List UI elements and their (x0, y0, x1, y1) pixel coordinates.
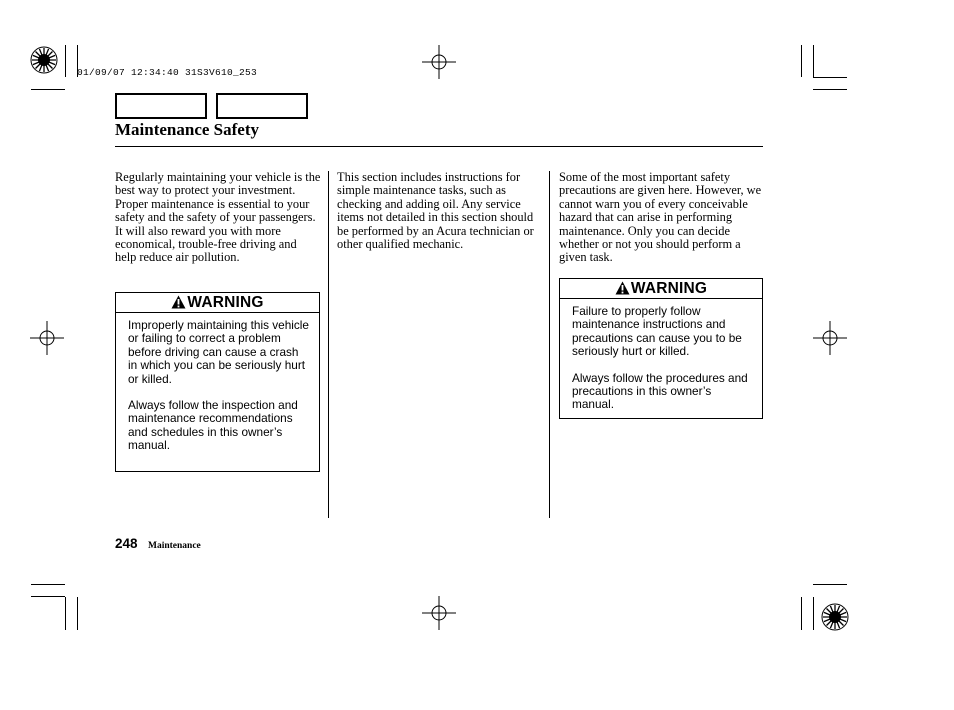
page-number: 248 (115, 536, 138, 551)
warning-triangle-icon (615, 281, 630, 295)
warning-label: WARNING (187, 294, 264, 311)
warning-label: WARNING (630, 280, 708, 297)
warning-paragraph: Always follow the procedures and precautions in this owner’s manual. (572, 370, 748, 412)
crosshair-mark-bottom (422, 596, 456, 630)
header-tab-box-2 (216, 93, 308, 119)
print-timestamp: 01/09/07 12:34:40 31S3V610_253 (77, 67, 258, 78)
column-divider (328, 171, 329, 518)
warning-paragraph: Always follow the inspection and maintenance recommendations and schedules in this owner’s manual. (128, 398, 298, 453)
left-column-text: Regularly maintaining your vehicle is the best way to protect your investment. Proper maintenance is essential to your safety and the safety of your passengers. It will also reward you with more economical, trouble-free driving and help reduce air pollution. (115, 170, 321, 265)
crosshair-mark-right (813, 321, 847, 355)
right-column-text: Some of the most important safety precautions are given here. However, we cannot warn you of every conceivable hazard that can arise in performing maintenance. Only you can decide whether or not you should perform a given task. (559, 170, 762, 265)
warning-box-left (115, 292, 320, 472)
crosshair-mark-top (422, 45, 456, 79)
title-rule (115, 146, 763, 147)
registration-target-bottom-right (820, 602, 850, 632)
page-title: Maintenance Safety (115, 120, 260, 139)
middle-column-text: This section includes instructions for simple maintenance tasks, such as checking and adding oil. Any service items not detailed in this section should be performed by an Acura technician or other qualified mechanic. (337, 170, 534, 252)
header-tab-box-1 (115, 93, 207, 119)
column-divider (549, 171, 550, 518)
warning-box-right (559, 278, 763, 419)
section-name: Maintenance (148, 541, 201, 551)
warning-header (116, 293, 319, 313)
crosshair-mark-left (30, 321, 64, 355)
warning-triangle-icon (171, 295, 186, 309)
warning-paragraph: Improperly maintaining this vehicle or failing to correct a problem before driving can cause a crash in which you can be seriously hurt or killed. (128, 318, 309, 386)
warning-paragraph: Failure to properly follow maintenance instructions and precautions can cause you to be seriously hurt or killed. (572, 304, 742, 359)
registration-target-top-left (29, 45, 59, 75)
warning-header (560, 279, 762, 299)
